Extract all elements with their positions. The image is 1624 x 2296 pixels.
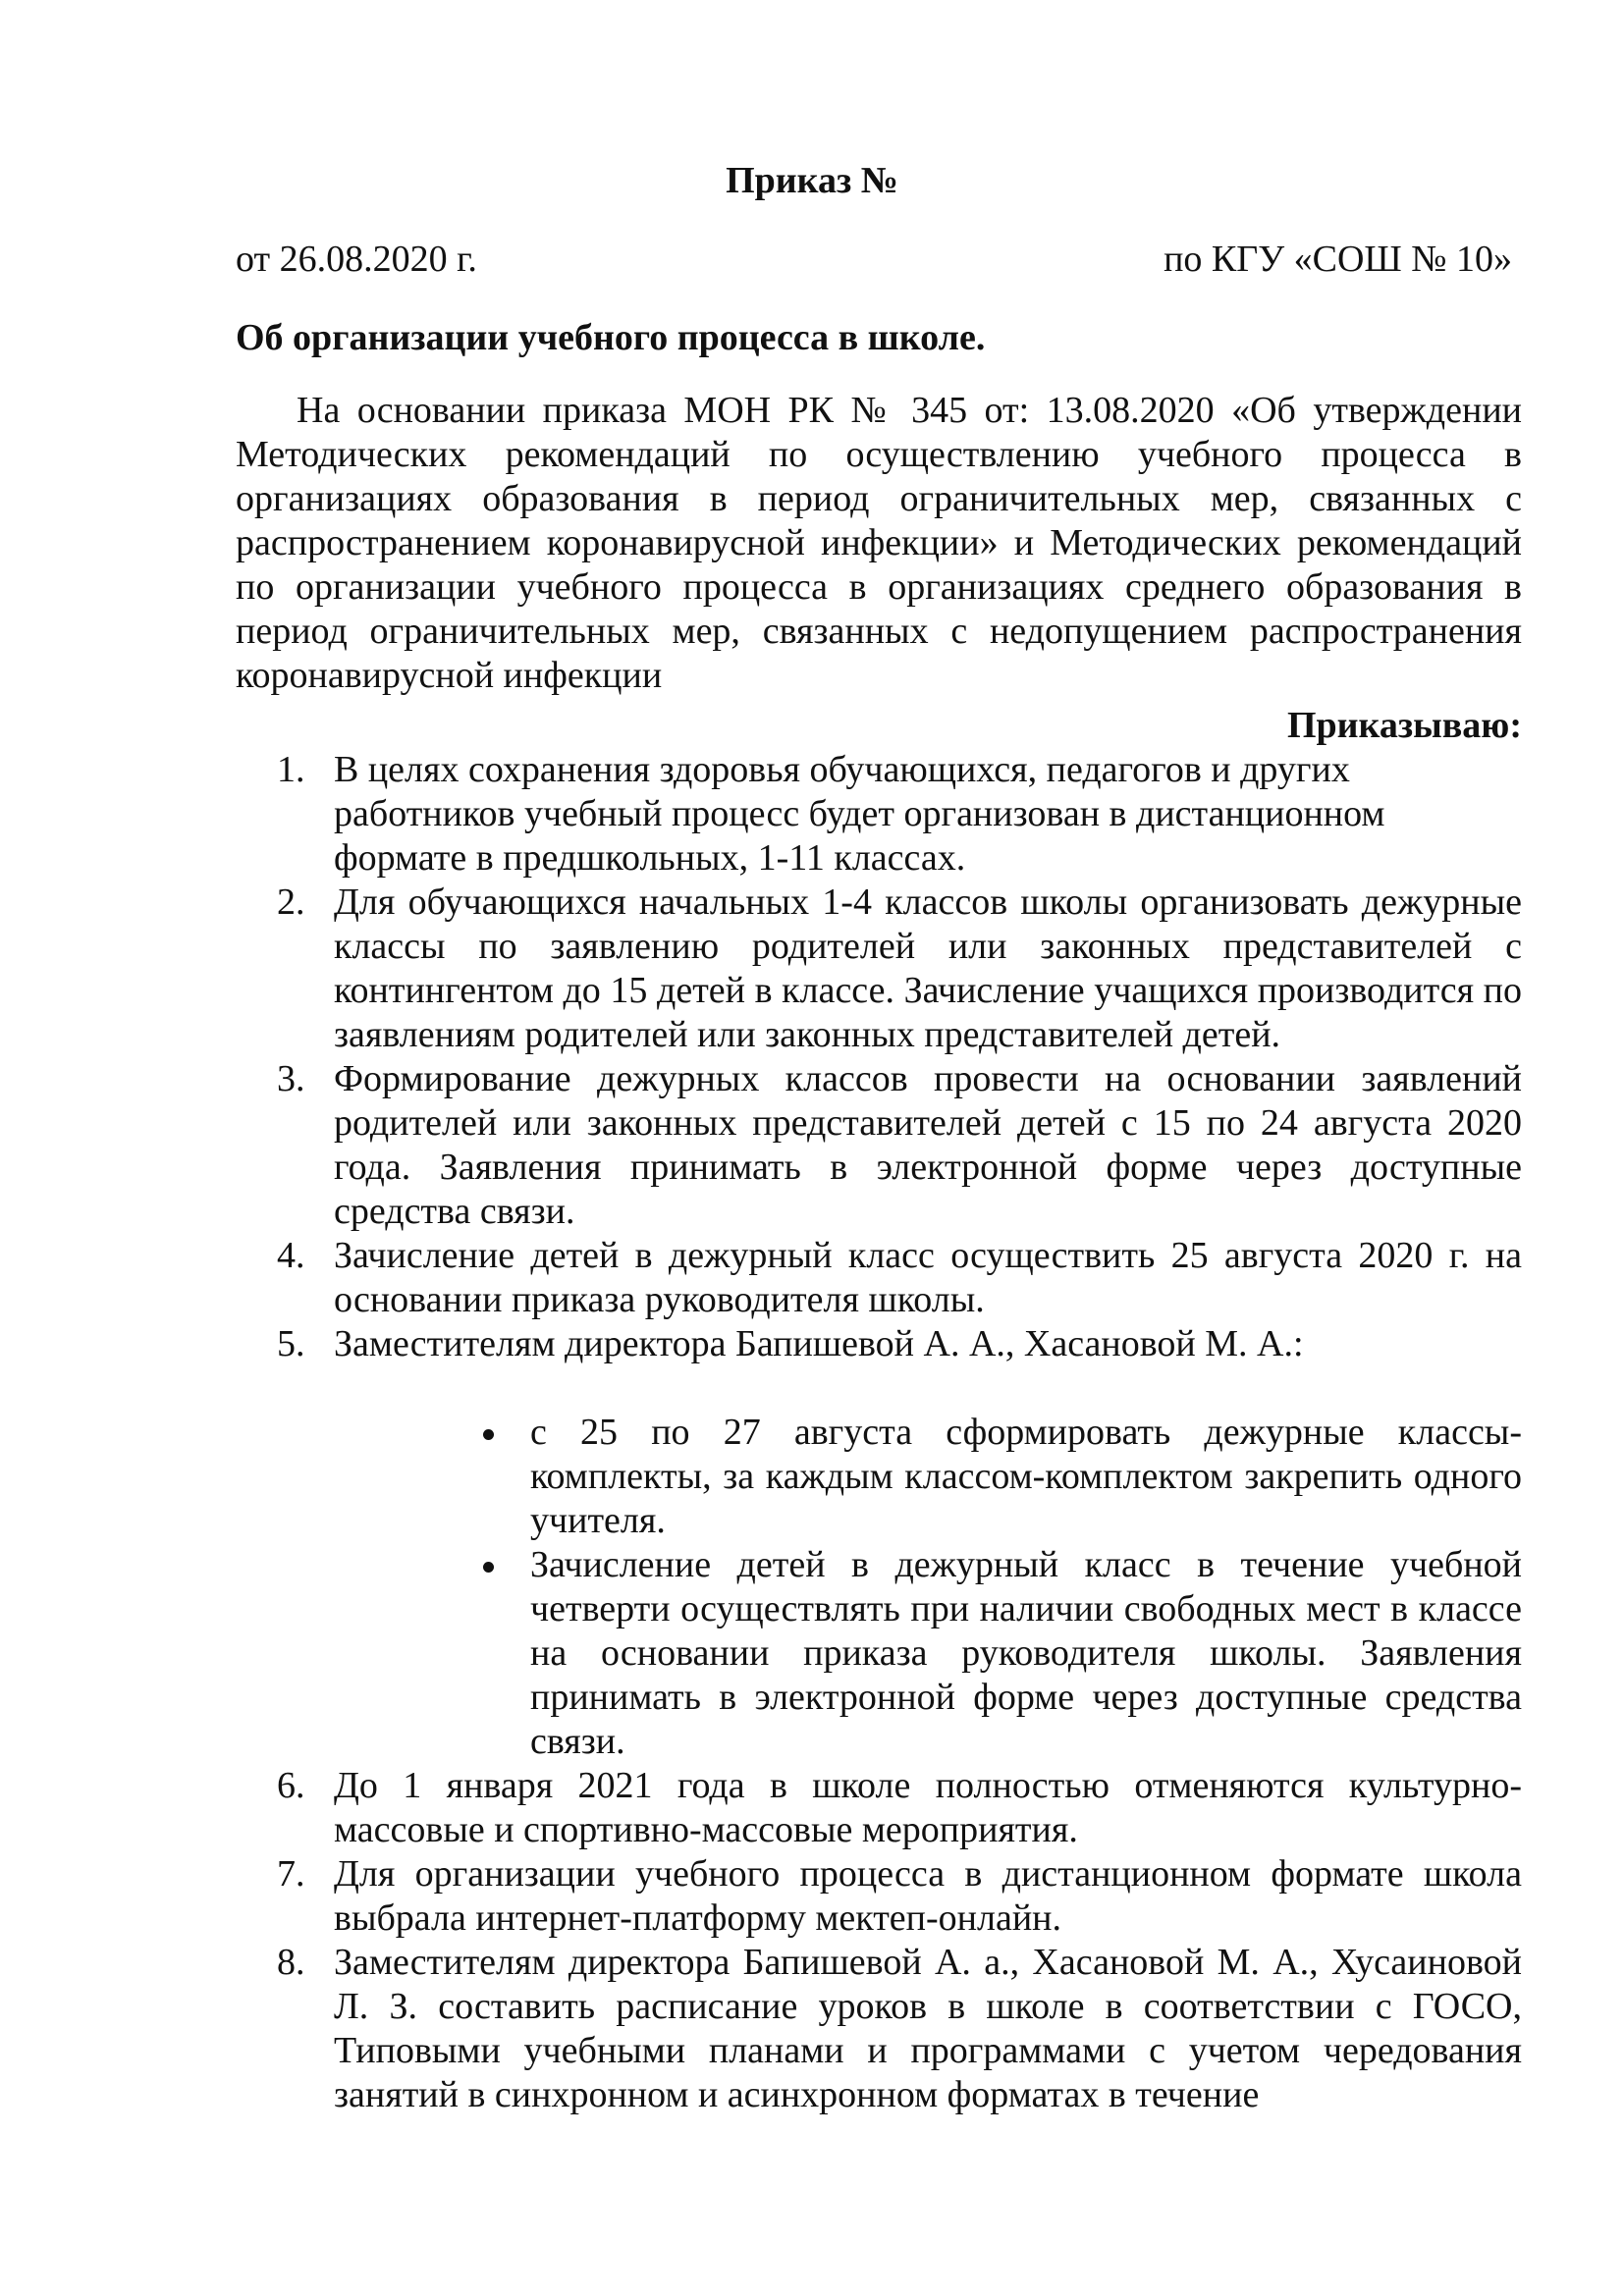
item-number: 3. [277,1058,305,1099]
item-number: 1. [277,749,305,790]
item-text: Для обучающихся начальных 1-4 классов школы организовать дежурные классы по заявлению родителей или законных представителей с контингентом до 15 детей в классе. Зачисление учащихся производится по заявлениям родителей или законных представителей детей. [334,881,1522,1055]
bullet-text: с 25 по 27 августа сформировать дежурные классы-комплекты, за каждым классом-комплектом закрепить одного учителя. [530,1412,1522,1541]
item-number: 5. [277,1323,305,1364]
item-text: Формирование дежурных классов провести на основании заявлений родителей или законных представителей детей с 15 по 24 августа 2020 года. Заявления принимать в электронной форме через доступные средства связи. [334,1058,1522,1232]
list-item [236,1941,1522,2117]
item-number: 4. [277,1235,305,1276]
order-subject: Об организации учебного процесса в школе. [236,317,986,358]
order-date: от 26.08.2020 г. [236,239,477,280]
preamble-paragraph: На основании приказа МОН РК № 345 от: 13.08.2020 «Об утверждении Методических рекомендаций по осуществлению учебного процесса в организациях образования в период ограничительных мер, связанных с распространением коронавирусной инфекции» и Методических рекомендаций по организации учебного процесса в организациях среднего образования в период ограничительных мер, связанных с недопущением распространения коронавирусной инфекции [236,390,1522,696]
item-text: До 1 января 2021 года в школе полностью отменяются культурно-массовые и спортивно-массовые мероприятия. [334,1765,1522,1850]
bullet-item [334,1411,1522,1543]
item-number: 6. [277,1765,305,1806]
order-items-list [236,748,1522,2117]
order-title: Приказ № [726,160,898,201]
list-item [236,1852,1522,1941]
bullet-list [334,1411,1522,1764]
item-text: В целях сохранения здоровья обучающихся, педагогов и других работников учебный процесс будет организован в дистанционном формате в предшкольных, 1-11 классах. [334,749,1385,879]
item-number: 2. [277,881,305,923]
item-number: 7. [277,1853,305,1895]
list-item [236,1322,1522,1764]
list-item [236,1057,1522,1234]
item-text: Заместителям директора Бапишевой А. А., Хасановой М. А.: [334,1323,1304,1364]
bullet-dot-icon [483,1562,494,1573]
order-word: Приказываю: [1286,705,1522,746]
list-item [236,881,1522,1057]
item-text: Заместителям директора Бапишевой А. а., Хасановой М. А., Хусаиновой Л. З. составить расписание уроков в школе в соответствии с ГОСО, Типовыми учебными планами и программами с учетом чередования занятий в синхронном и асинхронном форматах в течение [334,1942,1522,2115]
bullet-dot-icon [483,1429,494,1440]
item-text: Зачисление детей в дежурный класс осуществить 25 августа 2020 г. на основании приказа руководителя школы. [334,1235,1522,1320]
list-item [236,748,1522,881]
list-item [236,1764,1522,1852]
bullet-item [334,1543,1522,1764]
item-text: Для организации учебного процесса в дистанционном формате школа выбрала интернет-платформу мектеп-онлайн. [334,1853,1522,1939]
organization-name: по КГУ «СОШ № 10» [1164,239,1512,280]
item-number: 8. [277,1942,305,1983]
list-item [236,1234,1522,1322]
bullet-text: Зачисление детей в дежурный класс в течение учебной четверти осуществлять при наличии свободных мест в классе на основании приказа руководителя школы. Заявления принимать в электронной форме через доступные средства связи. [530,1544,1522,1762]
